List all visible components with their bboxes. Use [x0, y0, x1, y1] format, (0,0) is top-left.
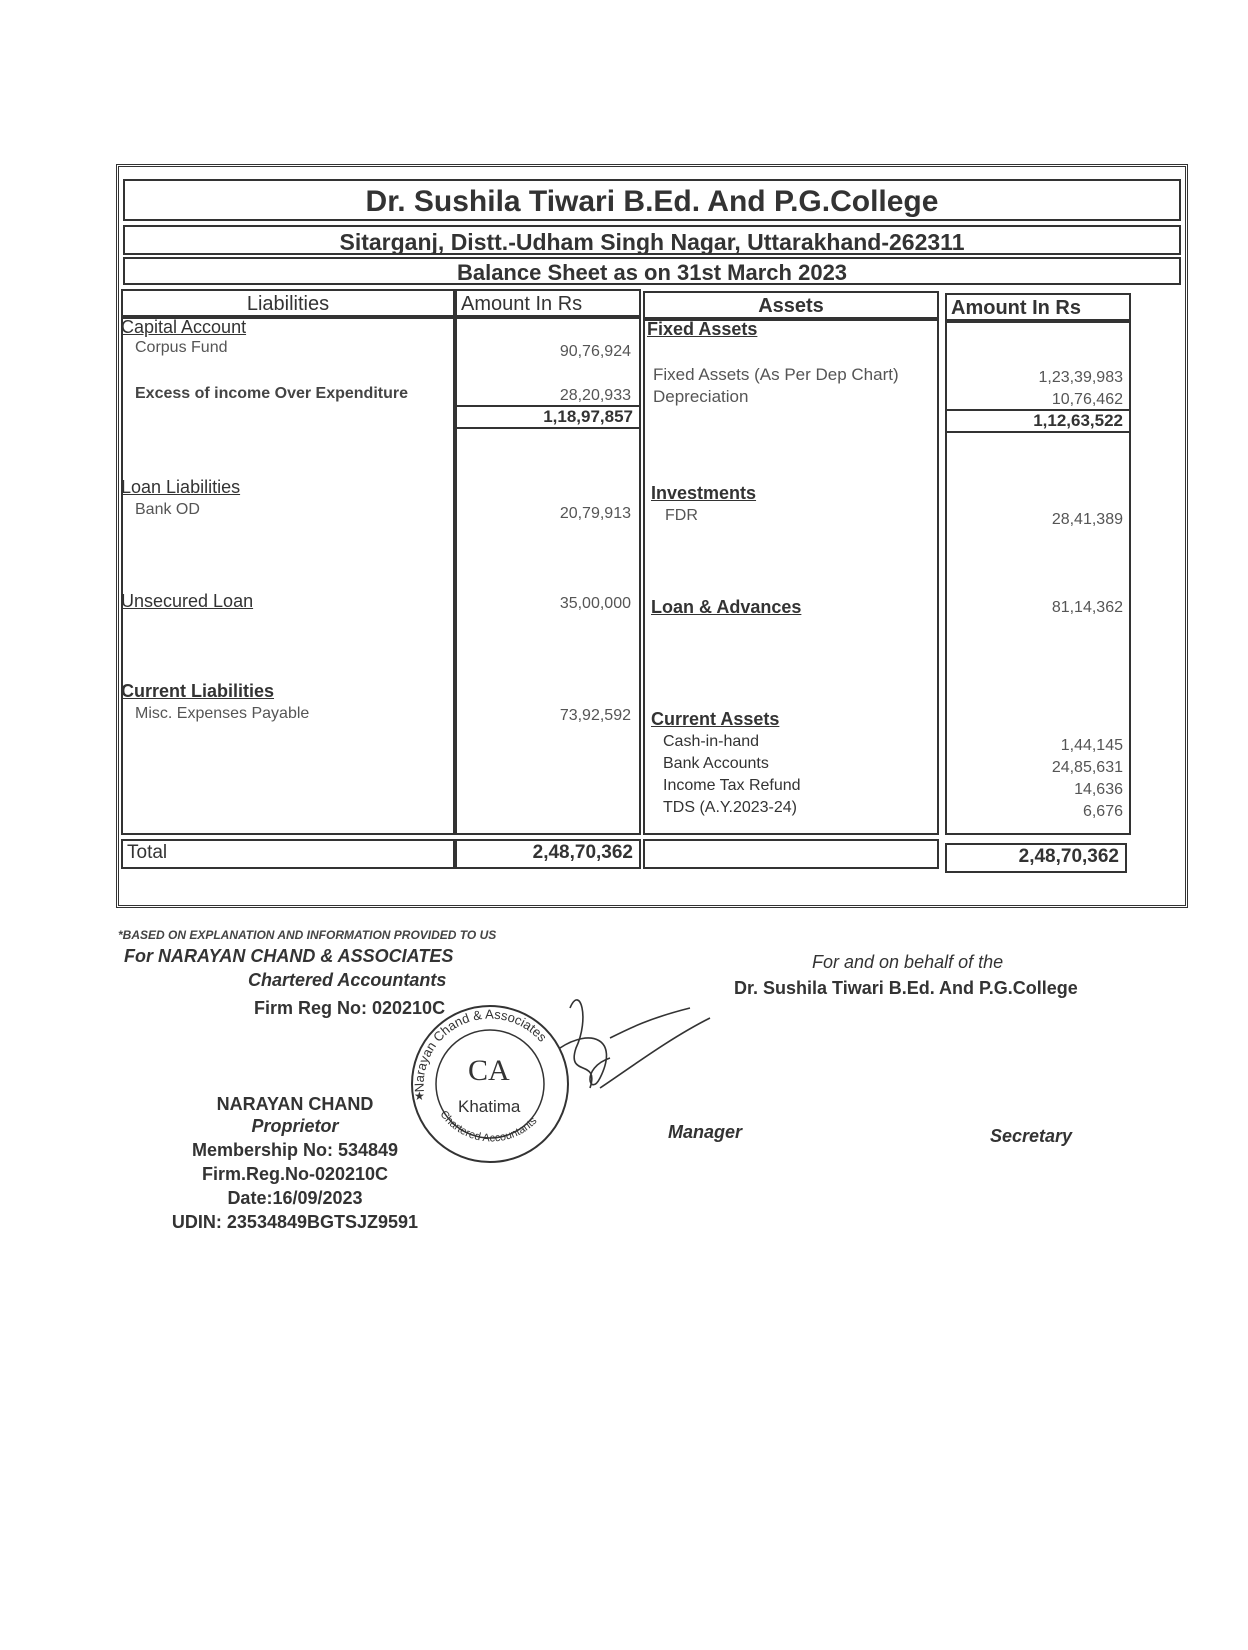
signing-date: Date:16/09/2023	[227, 1188, 363, 1208]
svg-text:CA: CA	[468, 1054, 510, 1087]
svg-text:★: ★	[414, 1089, 425, 1103]
sheet-subtitle: Balance Sheet as on 31st March 2023	[123, 257, 1181, 285]
signature-scribble	[540, 988, 720, 1128]
bank-accounts-amount: 24,85,631	[1051, 759, 1123, 776]
cash-in-hand-amount: 1,44,145	[1060, 737, 1123, 754]
proprietor-role: Proprietor	[251, 1116, 339, 1136]
svg-text:Narayan Chand & Associates: Narayan Chand & Associates	[411, 1006, 550, 1093]
cash-in-hand-label: Cash-in-hand	[663, 733, 760, 750]
loan-liabilities-heading: Loan Liabilities	[121, 477, 241, 497]
loan-advances-amount: 81,14,362	[1051, 599, 1123, 616]
fdr-label: FDR	[665, 507, 698, 524]
tds-amount: 6,676	[1082, 803, 1123, 820]
depreciation-label: Depreciation	[653, 387, 749, 406]
fixed-subtotal: 1,12,63,522	[947, 409, 1129, 433]
udin-number: UDIN: 23534849BGTSJZ9591	[171, 1212, 419, 1232]
current-assets-heading: Current Assets	[651, 709, 780, 729]
college-address: Sitarganj, Distt.-Udham Singh Nagar, Uttarakhand-262311	[123, 225, 1181, 255]
bank-accounts-label: Bank Accounts	[663, 755, 769, 772]
fixed-assets-chart-amount: 1,23,39,983	[1038, 369, 1123, 386]
firm-reg-line: Firm Reg No: 020210C	[254, 998, 446, 1018]
income-tax-refund-amount: 14,636	[1074, 781, 1123, 798]
capital-account-heading: Capital Account	[121, 317, 247, 337]
proprietor-name: NARAYAN CHAND	[216, 1094, 374, 1114]
membership-number: Membership No: 534849	[191, 1140, 399, 1160]
college-title: Dr. Sushila Tiwari B.Ed. And P.G.College	[123, 179, 1181, 221]
income-tax-refund-label: Income Tax Refund	[663, 777, 801, 794]
excess-income-label: Excess of income Over Expenditure	[135, 385, 408, 402]
basis-note: *BASED ON EXPLANATION AND INFORMATION PROVIDED TO US	[118, 928, 497, 942]
svg-text:Khatima: Khatima	[458, 1097, 521, 1116]
total-right-amount: 2,48,70,362	[945, 843, 1127, 873]
excess-income-amount: 28,20,933	[559, 387, 631, 404]
firm-for-line: For NARAYAN CHAND & ASSOCIATES	[124, 946, 454, 966]
total-assets-blank	[643, 839, 939, 869]
depreciation-amount: 10,76,462	[1051, 391, 1123, 408]
firm-reg-number: Firm.Reg.No-020210C	[201, 1164, 389, 1184]
chartered-accountants: Chartered Accountants	[248, 970, 447, 990]
balance-sheet	[116, 164, 1188, 908]
amount-right-header: Amount In Rs	[945, 293, 1131, 321]
manager-label: Manager	[668, 1122, 743, 1142]
fixed-assets-heading: Fixed Assets	[647, 319, 758, 339]
amount-left-header: Amount In Rs	[455, 289, 641, 317]
college-name-footer: Dr. Sushila Tiwari B.Ed. And P.G.College	[734, 978, 1078, 998]
investments-heading: Investments	[651, 483, 757, 503]
assets-header: Assets	[643, 291, 939, 319]
fdr-amount: 28,41,389	[1051, 511, 1123, 528]
fixed-assets-chart-label: Fixed Assets (As Per Dep Chart)	[653, 365, 899, 384]
bank-od-amount: 20,79,913	[559, 505, 631, 522]
total-left-amount: 2,48,70,362	[455, 839, 641, 869]
misc-expenses-label: Misc. Expenses Payable	[135, 705, 310, 722]
corpus-fund-amount: 90,76,924	[559, 343, 631, 360]
corpus-fund-label: Corpus Fund	[135, 339, 228, 356]
loan-advances-heading: Loan & Advances	[651, 597, 802, 617]
capital-subtotal: 1,18,97,857	[457, 405, 639, 429]
tds-label: TDS (A.Y.2023-24)	[663, 799, 797, 816]
svg-text:Chartered Accountants: Chartered Accountants	[437, 1108, 540, 1145]
unsecured-loan-amount: 35,00,000	[559, 595, 631, 612]
total-label: Total	[121, 839, 455, 869]
current-liabilities-heading: Current Liabilities	[121, 681, 275, 701]
unsecured-loan-heading: Unsecured Loan	[121, 591, 254, 611]
misc-expenses-amount: 73,92,592	[559, 707, 631, 724]
on-behalf-text: For and on behalf of the	[812, 952, 1004, 972]
liabilities-header: Liabilities	[121, 289, 455, 317]
secretary-label: Secretary	[990, 1126, 1073, 1146]
bank-od-label: Bank OD	[135, 501, 200, 518]
